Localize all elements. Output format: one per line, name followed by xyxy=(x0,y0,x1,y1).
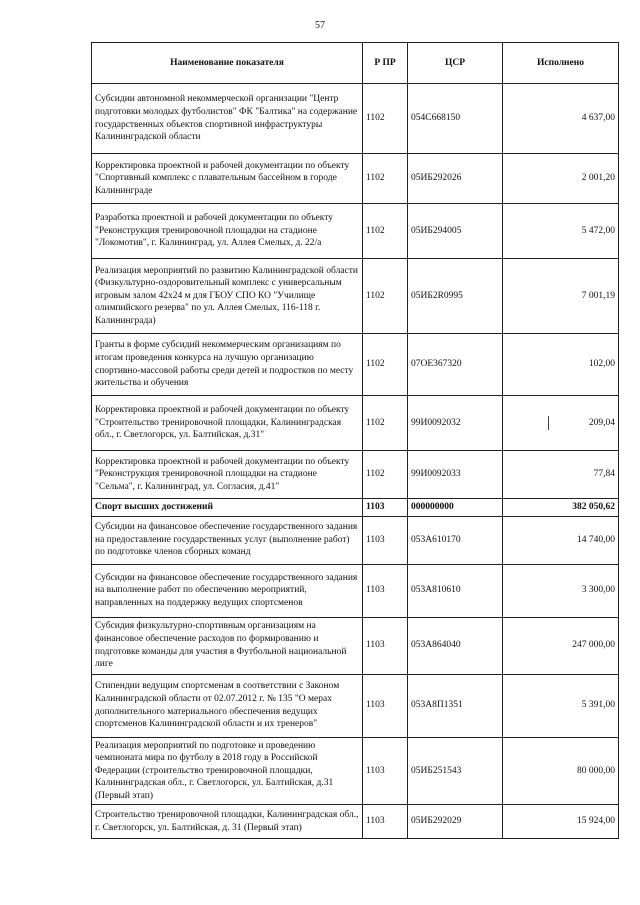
cell-csr: 053А864040 xyxy=(408,617,503,674)
cell-rpr: 1103 xyxy=(363,737,408,805)
cell-rpr: 1103 xyxy=(363,805,408,839)
cell-csr: 07ОЕ367320 xyxy=(408,334,503,396)
header-name: Наименование показателя xyxy=(92,43,363,84)
table-row xyxy=(92,154,619,204)
budget-table xyxy=(91,42,619,839)
table-row xyxy=(92,259,619,334)
cell-amount: 77,84 xyxy=(503,451,619,499)
table-row xyxy=(92,396,619,451)
cell-csr: 053А610170 xyxy=(408,516,503,564)
cell-rpr: 1102 xyxy=(363,204,408,259)
cell-rpr: 1102 xyxy=(363,259,408,334)
cell-csr: 000000000 xyxy=(408,499,503,517)
cell-amount: 7 001,19 xyxy=(503,259,619,334)
cell-csr: 05ИБ294005 xyxy=(408,204,503,259)
cell-name: Спорт высших достижений xyxy=(92,499,363,517)
table-row xyxy=(92,674,619,737)
cell-amount: 80 000,00 xyxy=(503,737,619,805)
cell-name: Гранты в форме субсидий некоммерческим организациям по итогам проведения конкурса на лучшую организацию спортивно-массовой работы среди детей и подростков по месту жительства и обучения xyxy=(92,334,363,396)
pen-mark xyxy=(548,416,549,430)
table-row xyxy=(92,204,619,259)
table-row xyxy=(92,617,619,674)
cell-amount: 4 637,00 xyxy=(503,84,619,154)
cell-amount: 209,04 xyxy=(503,396,619,451)
cell-csr: 054С668150 xyxy=(408,84,503,154)
cell-name: Реализация мероприятий по подготовке и проведению чемпионата мира по футболу в 2018 году в Российской Федерации (строительство тренировочной площадки, Калининградская обл., г. Светлогорск, ул. Балтийская, д.31 (Первый этап) xyxy=(92,737,363,805)
table-header-row xyxy=(92,43,619,84)
table-row xyxy=(92,564,619,617)
header-csr: ЦСР xyxy=(408,43,503,84)
cell-csr: 99И0092032 xyxy=(408,396,503,451)
cell-csr: 053А8П1351 xyxy=(408,674,503,737)
table-row xyxy=(92,84,619,154)
table-row xyxy=(92,805,619,839)
cell-amount: 102,00 xyxy=(503,334,619,396)
cell-csr: 05ИБ2R0995 xyxy=(408,259,503,334)
cell-rpr: 1102 xyxy=(363,84,408,154)
cell-name: Реализация мероприятий по развитию Калининградской области (Физкультурно-оздоровительный комплекс с универсальным игровым залом 42х24 м для ГБОУ СПО КО "Училище олимпийского резерва" по ул. Аллея Смелых, 116-118 г. Калининграда) xyxy=(92,259,363,334)
header-rpr: Р ПР xyxy=(363,43,408,84)
cell-rpr: 1103 xyxy=(363,516,408,564)
cell-name: Субсидия физкультурно-спортивным организациям на финансовое обеспечение расходов по формированию и подготовке команды для участия в Футбольной национальной лиге xyxy=(92,617,363,674)
header-amount: Исполнено xyxy=(503,43,619,84)
cell-amount: 247 000,00 xyxy=(503,617,619,674)
cell-rpr: 1103 xyxy=(363,674,408,737)
cell-amount: 14 740,00 xyxy=(503,516,619,564)
cell-amount: 382 050,62 xyxy=(503,499,619,517)
table-row xyxy=(92,737,619,805)
cell-rpr: 1102 xyxy=(363,451,408,499)
cell-name: Субсидии автономной некоммерческой организации "Центр подготовки молодых футболистов" ФК "Балтика" на содержание государственных объектов спортивной инфраструктуры Калининградской области xyxy=(92,84,363,154)
cell-name: Строительство тренировочной площадки, Калининградская обл., г. Светлогорск, ул. Балтийская, д. 31 (Первый этап) xyxy=(92,805,363,839)
cell-name: Корректировка проектной и рабочей документации по объекту "Строительство тренировочной площадки, Калининградская обл., г. Светлогорск, ул. Балтийская, д.31" xyxy=(92,396,363,451)
cell-name: Корректировка проектной и рабочей документации по объекту "Спортивный комплекс с плавательным бассейном в городе Калининграде xyxy=(92,154,363,204)
cell-rpr: 1102 xyxy=(363,396,408,451)
cell-csr: 05ИБ251543 xyxy=(408,737,503,805)
cell-csr: 99И0092033 xyxy=(408,451,503,499)
cell-amount: 2 001,20 xyxy=(503,154,619,204)
cell-rpr: 1102 xyxy=(363,154,408,204)
cell-rpr: 1103 xyxy=(363,564,408,617)
table-row xyxy=(92,516,619,564)
cell-amount: 15 924,00 xyxy=(503,805,619,839)
cell-name: Разработка проектной и рабочей документации по объекту "Реконструкция тренировочной площадки на стадионе "Локомотив", г. Калининград, ул. Аллея Смелых, д. 22/а xyxy=(92,204,363,259)
table-row xyxy=(92,499,619,517)
cell-rpr: 1103 xyxy=(363,617,408,674)
cell-amount: 3 300,00 xyxy=(503,564,619,617)
cell-rpr: 1102 xyxy=(363,334,408,396)
cell-rpr: 1103 xyxy=(363,499,408,517)
cell-name: Стипендии ведущим спортсменам в соответствии с Законом Калининградской области от 02.07.2012 г. № 135 "О мерах дополнительного материального обеспечения ведущих спортсменов Калининградской области и их тренеров" xyxy=(92,674,363,737)
table-row xyxy=(92,334,619,396)
cell-name: Субсидии на финансовое обеспечение государственного задания на предоставление государственных услуг (выполнение работ) по подготовке членов сборных команд xyxy=(92,516,363,564)
cell-csr: 053А810610 xyxy=(408,564,503,617)
cell-name: Корректировка проектной и рабочей документации по объекту "Реконструкция тренировочной площадки на стадионе "Сельма", г. Калининград, ул. Согласия, д.41" xyxy=(92,451,363,499)
cell-name: Субсидии на финансовое обеспечение государственного задания на выполнение работ по обеспечению мероприятий, направленных на поддержку ведущих спортсменов xyxy=(92,564,363,617)
cell-csr: 05ИБ292029 xyxy=(408,805,503,839)
table-body xyxy=(92,84,619,839)
cell-amount: 5 391,00 xyxy=(503,674,619,737)
table-row xyxy=(92,451,619,499)
cell-amount: 5 472,00 xyxy=(503,204,619,259)
cell-csr: 05ИБ292026 xyxy=(408,154,503,204)
page-number: 57 xyxy=(315,20,325,31)
